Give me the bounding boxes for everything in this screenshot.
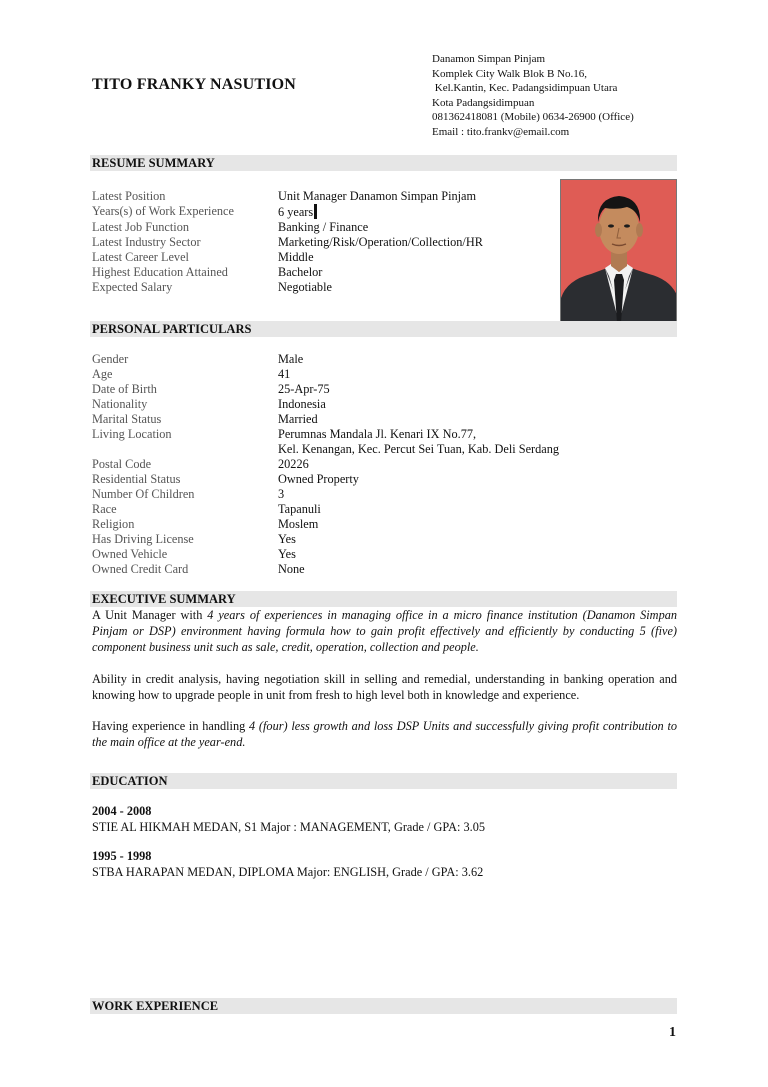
personal-particulars-table (92, 352, 677, 577)
text-cursor (314, 204, 317, 219)
field-label: Number Of Children (92, 487, 195, 501)
field-value: 20226 (278, 457, 309, 471)
table-row (92, 547, 677, 562)
field-value: Negotiable (278, 280, 332, 294)
field-value: None (278, 562, 305, 576)
paragraph-italic-text: 4 years of experiences in managing office in a micro finance institution (Danamon Simpan Pinjam or DSP) environment having formula how to gain profit effectively and efficiently by conducting 5 (five) component business unit such as sale, credit, operation, collection and people. (92, 608, 678, 654)
paragraph-italic-text: 4 (four) less growth and loss DSP Units and successfully giving profit contribution to the main office at the year-end. (92, 719, 678, 749)
field-label: Latest Career Level (92, 250, 189, 264)
executive-paragraph-3 (92, 718, 677, 750)
contact-block (432, 52, 634, 140)
field-label (92, 442, 278, 457)
field-value: 41 (278, 367, 291, 381)
field-value: Male (278, 352, 304, 366)
contact-phone: 081362418081 (Mobile) 0634-26900 (Office) (432, 111, 634, 124)
field-label: Latest Position (92, 189, 166, 203)
section-title-personal-particulars: PERSONAL PARTICULARS (90, 321, 677, 337)
field-label: Marital Status (92, 412, 162, 426)
field-value: Perumnas Mandala Jl. Kenari IX No.77, (278, 427, 477, 441)
education-detail: STBA HARAPAN MEDAN, DIPLOMA Major: ENGLISH, Grade / GPA: 3.62 (92, 865, 484, 879)
contact-line: Kota Padangsidimpuan (432, 96, 535, 109)
page-number: 1 (669, 1025, 676, 1040)
section-title-education: EDUCATION (90, 773, 677, 789)
contact-line: Danamon Simpan Pinjam (432, 53, 546, 65)
field-label: Owned Vehicle (92, 547, 168, 561)
field-label: Expected Salary (92, 280, 173, 294)
field-label: Years(s) of Work Experience (92, 204, 234, 218)
field-value: Middle (278, 250, 314, 264)
education-detail: STIE AL HIKMAH MEDAN, S1 Major : MANAGEMENT, Grade / GPA: 3.05 (92, 820, 486, 834)
table-row (92, 487, 677, 502)
field-label: Owned Credit Card (92, 562, 189, 576)
field-value: Yes (278, 547, 296, 561)
table-row (92, 367, 677, 382)
table-row (92, 427, 677, 442)
field-value: Yes (278, 532, 296, 546)
field-value: Unit Manager Danamon Simpan Pinjam (278, 189, 477, 203)
section-title-resume-summary: RESUME SUMMARY (90, 155, 677, 171)
field-value: Bachelor (278, 265, 323, 279)
education-entry (92, 803, 485, 835)
person-portrait-icon (561, 180, 677, 322)
field-label: Latest Job Function (92, 220, 190, 234)
table-row (92, 562, 677, 577)
table-row (92, 442, 677, 457)
field-value: 25-Apr-75 (278, 382, 330, 396)
candidate-name: TITO FRANKY NASUTION (92, 76, 297, 93)
executive-paragraph-1 (92, 607, 677, 655)
section-title-executive-summary: EXECUTIVE SUMMARY (90, 591, 677, 607)
table-row (92, 352, 677, 367)
field-value: Moslem (278, 517, 319, 531)
field-value: Tapanuli (278, 502, 321, 516)
field-value: Indonesia (278, 397, 326, 411)
executive-paragraph-2: Ability in credit analysis, having negotiation skill in selling and remedial, understanding in banking operation and knowing how to upgrade people in unit from fresh to high level both in knowledge and experience. (92, 672, 677, 702)
paragraph-text: Having experience in handling (92, 719, 250, 733)
field-label: Living Location (92, 427, 172, 441)
field-label: Highest Education Attained (92, 265, 228, 279)
table-row (92, 457, 677, 472)
field-value: Owned Property (278, 472, 359, 486)
table-row (92, 412, 677, 427)
table-row (92, 397, 677, 412)
contact-email: Email : tito.frankv@email.com (432, 125, 570, 138)
field-label: Race (92, 502, 117, 516)
field-label: Date of Birth (92, 382, 157, 396)
field-value (278, 204, 317, 220)
field-value-text: 6 years (278, 205, 314, 219)
table-row (92, 517, 677, 532)
field-label: Residential Status (92, 472, 181, 486)
field-value: Kel. Kenangan, Kec. Percut Sei Tuan, Kab. Deli Serdang (278, 442, 560, 456)
field-label: Religion (92, 517, 135, 531)
field-label: Postal Code (92, 457, 152, 471)
field-value: Marketing/Risk/Operation/Collection/HR (278, 235, 483, 249)
education-years: 1995 - 1998 (92, 849, 152, 863)
field-value: Married (278, 412, 318, 426)
field-value: Banking / Finance (278, 220, 369, 234)
paragraph-text: A Unit Manager with (92, 608, 208, 622)
table-row (92, 502, 677, 517)
field-label: Age (92, 367, 113, 381)
profile-photo (560, 179, 677, 322)
field-value: 3 (278, 487, 285, 501)
education-years: 2004 - 2008 (92, 804, 152, 818)
table-row (92, 472, 677, 487)
section-title-work-experience: WORK EXPERIENCE (90, 998, 677, 1014)
field-label: Nationality (92, 397, 148, 411)
education-entry (92, 848, 483, 880)
contact-line: Komplek City Walk Blok B No.16, (432, 67, 588, 80)
table-row (92, 532, 677, 547)
field-label: Latest Industry Sector (92, 235, 201, 249)
table-row (92, 382, 677, 397)
field-label: Gender (92, 352, 129, 366)
field-label: Has Driving License (92, 532, 194, 546)
contact-line: Kel.Kantin, Kec. Padangsidimpuan Utara (432, 82, 618, 95)
